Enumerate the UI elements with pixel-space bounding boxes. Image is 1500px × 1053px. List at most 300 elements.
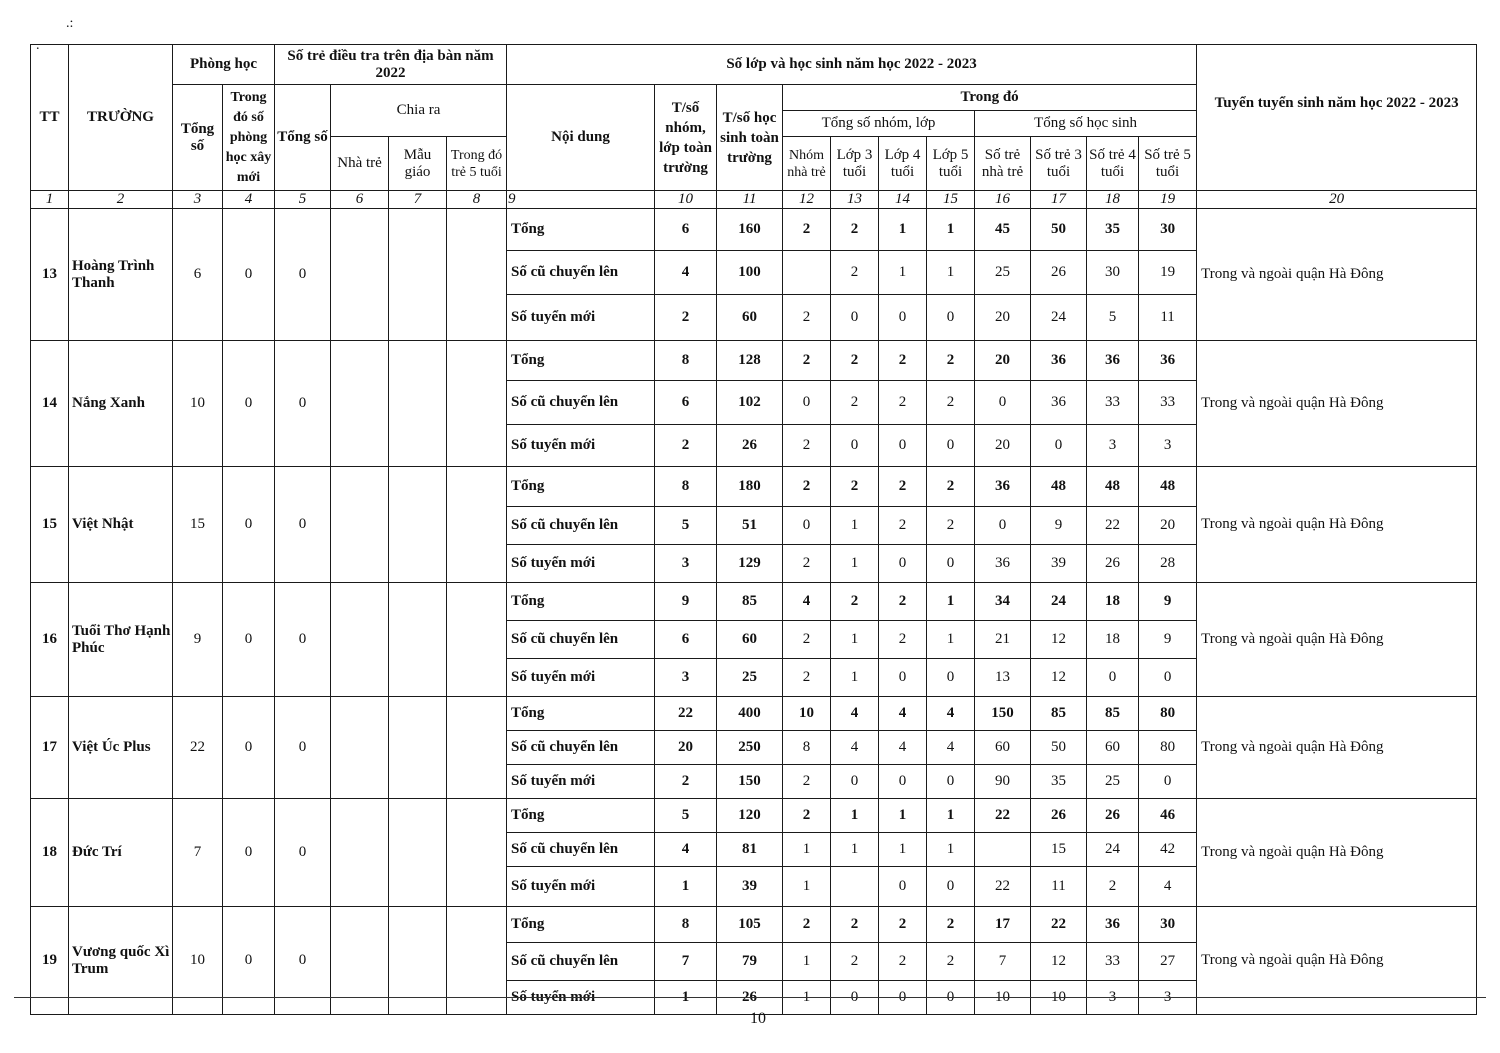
data-cell: 36 (1087, 341, 1139, 381)
data-cell: 33 (1087, 381, 1139, 425)
data-cell: 35 (1087, 209, 1139, 251)
room-total: 15 (173, 467, 223, 583)
data-cell: 80 (1139, 731, 1197, 765)
row-label: Số cũ chuyển lên (507, 833, 655, 867)
data-cell: 2 (879, 583, 927, 621)
col-header-tre-5: Số trẻ 5 tuổi (1139, 137, 1197, 191)
data-cell: 2 (879, 621, 927, 659)
row-label: Tổng (507, 583, 655, 621)
col-header-ts-nhom-lop: T/số nhóm, lớp toàn trường (655, 85, 717, 191)
data-cell: 42 (1139, 833, 1197, 867)
data-cell: 0 (1087, 659, 1139, 697)
data-cell: 180 (717, 467, 783, 507)
data-cell: 2 (783, 425, 831, 467)
row-label: Số tuyển mới (507, 425, 655, 467)
column-number: 15 (927, 191, 975, 209)
data-cell: 2 (927, 507, 975, 545)
data-cell: 22 (1087, 507, 1139, 545)
data-cell: 2 (879, 907, 927, 943)
column-number: 14 (879, 191, 927, 209)
row-label: Số cũ chuyển lên (507, 507, 655, 545)
data-cell: 1 (927, 833, 975, 867)
row-label: Số tuyển mới (507, 981, 655, 1015)
data-cell: 0 (927, 867, 975, 907)
data-cell: 1 (783, 943, 831, 981)
data-cell: 36 (1031, 341, 1087, 381)
survey-mau-giao (389, 583, 447, 697)
data-cell: 25 (1087, 765, 1139, 799)
room-new: 0 (223, 697, 275, 799)
row-label: Số cũ chuyển lên (507, 731, 655, 765)
data-cell: 10 (783, 697, 831, 731)
data-cell: 81 (717, 833, 783, 867)
data-cell: 1 (879, 833, 927, 867)
data-cell: 4 (927, 697, 975, 731)
column-number: 7 (389, 191, 447, 209)
data-cell: 3 (655, 659, 717, 697)
data-cell: 0 (927, 295, 975, 341)
data-cell: 18 (1087, 621, 1139, 659)
data-cell: 2 (783, 621, 831, 659)
data-cell: 0 (927, 545, 975, 583)
column-number: 17 (1031, 191, 1087, 209)
data-cell: 2 (879, 381, 927, 425)
data-cell: 22 (975, 799, 1031, 833)
data-cell: 400 (717, 697, 783, 731)
data-cell: 8 (655, 341, 717, 381)
enrollment-range: Trong và ngoài quận Hà Đông (1197, 697, 1477, 799)
data-cell: 30 (1087, 251, 1139, 295)
data-cell: 3 (1087, 981, 1139, 1015)
data-cell: 36 (1031, 381, 1087, 425)
enrollment-range: Trong và ngoài quận Hà Đông (1197, 467, 1477, 583)
data-cell: 2 (655, 295, 717, 341)
data-cell: 26 (1087, 799, 1139, 833)
col-header-ts-hoc-sinh: T/số học sinh toàn trường (717, 85, 783, 191)
survey-mau-giao (389, 907, 447, 1015)
data-cell: 0 (879, 981, 927, 1015)
survey-5-tuoi (447, 907, 507, 1015)
school-index: 15 (31, 467, 69, 583)
data-cell: 36 (1139, 341, 1197, 381)
data-cell: 0 (927, 765, 975, 799)
col-header-trong-do: Trong đó (783, 85, 1197, 111)
room-new: 0 (223, 799, 275, 907)
data-cell: 0 (831, 295, 879, 341)
data-cell: 2 (927, 381, 975, 425)
data-cell: 20 (975, 295, 1031, 341)
column-number: 19 (1139, 191, 1197, 209)
row-label: Số tuyển mới (507, 545, 655, 583)
data-cell: 0 (879, 659, 927, 697)
data-cell: 0 (879, 867, 927, 907)
data-cell: 2 (783, 209, 831, 251)
room-total: 10 (173, 341, 223, 467)
data-cell: 3 (655, 545, 717, 583)
col-header-tong-so-hoc-sinh: Tổng số học sinh (975, 111, 1197, 137)
data-cell: 22 (1031, 907, 1087, 943)
room-new: 0 (223, 209, 275, 341)
data-cell: 150 (717, 765, 783, 799)
survey-total: 0 (275, 907, 331, 1015)
data-cell: 19 (1139, 251, 1197, 295)
col-header-tong-so-nhom-lop: Tổng số nhóm, lớp (783, 111, 975, 137)
survey-nha-tre (331, 467, 389, 583)
data-cell: 9 (1139, 621, 1197, 659)
col-header-xay-moi: Trong đó số phòng học xây mới (223, 85, 275, 191)
column-number: 12 (783, 191, 831, 209)
school-name: Vương quốc Xì Trum (69, 907, 173, 1015)
room-total: 7 (173, 799, 223, 907)
data-cell: 10 (975, 981, 1031, 1015)
col-header-truong: TRƯỜNG (69, 45, 173, 191)
data-cell: 3 (1087, 425, 1139, 467)
survey-5-tuoi (447, 799, 507, 907)
data-cell: 2 (831, 467, 879, 507)
data-cell: 15 (1031, 833, 1087, 867)
col-header-chia-ra: Chia ra (331, 85, 507, 137)
data-cell: 0 (1139, 765, 1197, 799)
data-cell: 8 (783, 731, 831, 765)
data-cell: 5 (655, 507, 717, 545)
column-number: 4 (223, 191, 275, 209)
row-label: Số tuyển mới (507, 765, 655, 799)
school-index: 16 (31, 583, 69, 697)
data-cell: 0 (831, 765, 879, 799)
survey-nha-tre (331, 799, 389, 907)
data-cell: 24 (1031, 583, 1087, 621)
data-cell: 85 (1087, 697, 1139, 731)
data-cell: 36 (975, 467, 1031, 507)
data-cell: 2 (831, 209, 879, 251)
data-cell: 2 (831, 381, 879, 425)
survey-total: 0 (275, 341, 331, 467)
data-cell: 128 (717, 341, 783, 381)
page-number: 10 (750, 1010, 766, 1027)
data-cell: 3 (1139, 981, 1197, 1015)
survey-5-tuoi (447, 209, 507, 341)
data-cell: 1 (831, 507, 879, 545)
data-cell: 0 (879, 765, 927, 799)
data-cell: 48 (1031, 467, 1087, 507)
row-label: Số tuyển mới (507, 659, 655, 697)
data-cell: 4 (655, 251, 717, 295)
data-cell: 0 (783, 381, 831, 425)
column-number: 1 (31, 191, 69, 209)
enrollment-range: Trong và ngoài quận Hà Đông (1197, 583, 1477, 697)
column-number: 20 (1197, 191, 1477, 209)
data-cell: 1 (927, 583, 975, 621)
survey-total: 0 (275, 697, 331, 799)
column-number: 9 (507, 191, 655, 209)
data-cell: 1 (831, 621, 879, 659)
column-number-row (31, 191, 1477, 209)
data-cell: 5 (1087, 295, 1139, 341)
column-number: 2 (69, 191, 173, 209)
data-cell: 2 (927, 341, 975, 381)
data-cell: 2 (831, 341, 879, 381)
data-cell: 26 (1031, 251, 1087, 295)
data-cell: 1 (655, 981, 717, 1015)
data-cell: 4 (927, 731, 975, 765)
data-cell: 24 (1031, 295, 1087, 341)
room-new: 0 (223, 907, 275, 1015)
data-cell: 150 (975, 697, 1031, 731)
data-cell: 36 (975, 545, 1031, 583)
data-cell (783, 251, 831, 295)
survey-total: 0 (275, 583, 331, 697)
data-cell: 25 (717, 659, 783, 697)
column-number: 8 (447, 191, 507, 209)
room-total: 10 (173, 907, 223, 1015)
survey-5-tuoi (447, 467, 507, 583)
data-cell: 0 (879, 295, 927, 341)
data-cell: 6 (655, 621, 717, 659)
data-cell: 48 (1139, 467, 1197, 507)
column-number: 5 (275, 191, 331, 209)
column-number: 3 (173, 191, 223, 209)
data-cell: 1 (879, 209, 927, 251)
data-cell: 2 (783, 659, 831, 697)
data-cell: 250 (717, 731, 783, 765)
data-cell: 10 (1031, 981, 1087, 1015)
data-cell: 160 (717, 209, 783, 251)
data-cell: 12 (1031, 621, 1087, 659)
table-row (31, 907, 1477, 943)
data-cell: 2 (783, 765, 831, 799)
row-label: Số tuyển mới (507, 867, 655, 907)
room-new: 0 (223, 341, 275, 467)
data-cell: 2 (927, 943, 975, 981)
data-cell: 2 (879, 341, 927, 381)
data-cell: 0 (975, 507, 1031, 545)
data-cell: 85 (717, 583, 783, 621)
data-cell: 2 (783, 545, 831, 583)
data-cell: 6 (655, 209, 717, 251)
survey-5-tuoi (447, 697, 507, 799)
data-cell: 129 (717, 545, 783, 583)
school-index: 18 (31, 799, 69, 907)
room-total: 9 (173, 583, 223, 697)
column-number: 11 (717, 191, 783, 209)
data-cell: 26 (717, 425, 783, 467)
col-header-so-tre-dieu-tra: Số trẻ điều tra trên địa bàn năm 2022 (275, 45, 507, 85)
scan-line (14, 997, 1486, 998)
enrollment-table (30, 44, 1477, 1015)
header-row-1 (31, 45, 1477, 85)
data-cell: 1 (879, 251, 927, 295)
data-cell: 33 (1087, 943, 1139, 981)
survey-mau-giao (389, 341, 447, 467)
data-cell: 36 (1087, 907, 1139, 943)
survey-5-tuoi (447, 341, 507, 467)
data-cell: 26 (717, 981, 783, 1015)
column-number: 13 (831, 191, 879, 209)
data-cell: 11 (1031, 867, 1087, 907)
table-body (31, 45, 1477, 1015)
room-total: 22 (173, 697, 223, 799)
row-label: Số tuyển mới (507, 295, 655, 341)
school-name: Việt Úc Plus (69, 697, 173, 799)
enrollment-range: Trong và ngoài quận Hà Đông (1197, 341, 1477, 467)
data-cell: 26 (1087, 545, 1139, 583)
col-header-tt: TT (31, 45, 69, 191)
data-cell: 39 (717, 867, 783, 907)
data-cell: 80 (1139, 697, 1197, 731)
data-cell: 0 (831, 425, 879, 467)
survey-5-tuoi (447, 583, 507, 697)
data-cell: 9 (1031, 507, 1087, 545)
scan-mark: .: (66, 16, 74, 31)
data-cell: 28 (1139, 545, 1197, 583)
data-cell: 0 (1139, 659, 1197, 697)
data-cell: 13 (975, 659, 1031, 697)
data-cell: 2 (879, 507, 927, 545)
data-cell: 2 (783, 799, 831, 833)
data-cell: 3 (1139, 425, 1197, 467)
data-cell: 2 (831, 907, 879, 943)
table-row (31, 341, 1477, 381)
table-row (31, 583, 1477, 621)
scan-mark: . (36, 38, 40, 53)
data-cell: 50 (1031, 731, 1087, 765)
col-header-tre-nha-tre: Số trẻ nhà trẻ (975, 137, 1031, 191)
data-cell: 51 (717, 507, 783, 545)
survey-mau-giao (389, 697, 447, 799)
survey-mau-giao (389, 209, 447, 341)
data-cell: 0 (879, 545, 927, 583)
row-label: Số cũ chuyển lên (507, 251, 655, 295)
data-cell: 2 (783, 341, 831, 381)
data-cell: 1 (927, 799, 975, 833)
data-cell: 39 (1031, 545, 1087, 583)
survey-total: 0 (275, 209, 331, 341)
school-index: 14 (31, 341, 69, 467)
survey-nha-tre (331, 209, 389, 341)
row-label: Tổng (507, 799, 655, 833)
data-cell: 1 (655, 867, 717, 907)
school-name: Hoàng Trình Thanh (69, 209, 173, 341)
data-cell: 85 (1031, 697, 1087, 731)
data-cell: 2 (831, 251, 879, 295)
data-cell: 50 (1031, 209, 1087, 251)
data-cell: 20 (655, 731, 717, 765)
row-label: Tổng (507, 467, 655, 507)
col-header-tong-so: Tổng số (173, 85, 223, 191)
data-cell: 5 (655, 799, 717, 833)
survey-mau-giao (389, 799, 447, 907)
survey-nha-tre (331, 697, 389, 799)
row-label: Số cũ chuyển lên (507, 943, 655, 981)
data-cell: 25 (975, 251, 1031, 295)
data-cell: 1 (927, 621, 975, 659)
data-cell: 35 (1031, 765, 1087, 799)
data-cell: 1 (783, 833, 831, 867)
data-cell: 12 (1031, 659, 1087, 697)
data-cell: 1 (831, 659, 879, 697)
data-cell: 2 (879, 943, 927, 981)
enrollment-range: Trong và ngoài quận Hà Đông (1197, 209, 1477, 341)
table-row (31, 799, 1477, 833)
data-cell: 60 (1087, 731, 1139, 765)
row-label: Tổng (507, 341, 655, 381)
data-cell: 2 (831, 583, 879, 621)
data-cell: 4 (831, 731, 879, 765)
survey-total: 0 (275, 467, 331, 583)
data-cell: 0 (927, 425, 975, 467)
col-header-nhom-nha-tre: Nhóm nhà trẻ (783, 137, 831, 191)
table-row (31, 697, 1477, 731)
room-new: 0 (223, 583, 275, 697)
data-cell: 4 (879, 731, 927, 765)
data-cell: 0 (879, 425, 927, 467)
survey-nha-tre (331, 583, 389, 697)
data-cell: 4 (1139, 867, 1197, 907)
data-cell: 4 (655, 833, 717, 867)
data-cell: 22 (975, 867, 1031, 907)
school-name: Tuổi Thơ Hạnh Phúc (69, 583, 173, 697)
data-cell: 34 (975, 583, 1031, 621)
data-cell: 30 (1139, 907, 1197, 943)
data-cell: 30 (1139, 209, 1197, 251)
data-cell: 24 (1087, 833, 1139, 867)
data-cell: 79 (717, 943, 783, 981)
data-cell: 1 (879, 799, 927, 833)
data-cell: 60 (717, 621, 783, 659)
data-cell: 20 (975, 425, 1031, 467)
row-label: Tổng (507, 209, 655, 251)
data-cell: 0 (783, 507, 831, 545)
data-cell: 60 (717, 295, 783, 341)
data-cell: 6 (655, 381, 717, 425)
col-header-tre-3: Số trẻ 3 tuổi (1031, 137, 1087, 191)
data-cell: 100 (717, 251, 783, 295)
survey-total: 0 (275, 799, 331, 907)
data-cell: 1 (783, 867, 831, 907)
data-cell: 4 (783, 583, 831, 621)
col-header-noi-dung: Nội dung (507, 85, 655, 191)
data-cell: 0 (1031, 425, 1087, 467)
data-cell: 2 (879, 467, 927, 507)
survey-nha-tre (331, 341, 389, 467)
data-cell: 46 (1139, 799, 1197, 833)
school-name: Việt Nhật (69, 467, 173, 583)
col-header-tre-5-tuoi: Trong đó trẻ 5 tuổi (447, 137, 507, 191)
data-cell: 27 (1139, 943, 1197, 981)
school-name: Đức Trí (69, 799, 173, 907)
row-label: Tổng (507, 907, 655, 943)
data-cell: 7 (975, 943, 1031, 981)
school-name: Nắng Xanh (69, 341, 173, 467)
enrollment-range: Trong và ngoài quận Hà Đông (1197, 799, 1477, 907)
room-new: 0 (223, 467, 275, 583)
row-label: Tổng (507, 697, 655, 731)
column-number: 6 (331, 191, 389, 209)
col-header-nha-tre: Nhà trẻ (331, 137, 389, 191)
enrollment-range: Trong và ngoài quận Hà Đông (1197, 907, 1477, 1015)
data-cell: 2 (927, 467, 975, 507)
data-cell: 2 (655, 425, 717, 467)
room-total: 6 (173, 209, 223, 341)
col-header-mau-giao: Mẫu giáo (389, 137, 447, 191)
data-cell: 60 (975, 731, 1031, 765)
data-cell: 2 (927, 907, 975, 943)
data-cell: 1 (831, 799, 879, 833)
data-cell (831, 867, 879, 907)
data-cell: 18 (1087, 583, 1139, 621)
data-cell: 9 (655, 583, 717, 621)
data-cell (975, 833, 1031, 867)
